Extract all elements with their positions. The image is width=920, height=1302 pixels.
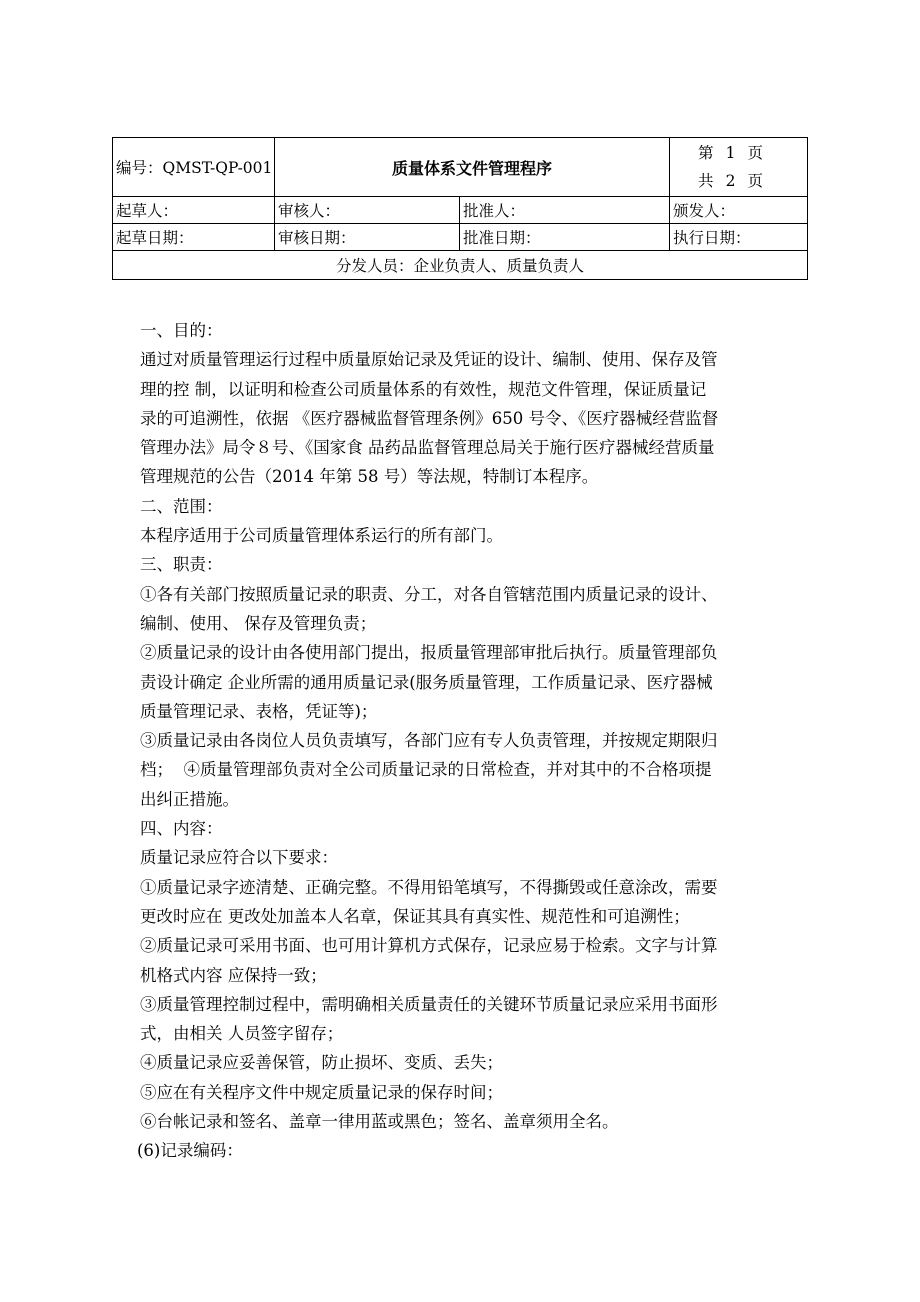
paragraph-line: 出纠正措施。 (140, 789, 239, 809)
section-content-title: 四、内容： (140, 819, 223, 839)
distribution-cell: 分发人员：企业负责人、质量负责人 (113, 251, 808, 280)
paragraph-line: ③质量管理控制过程中，需明确相关质量责任的关键环节质量记录应采用书面形 (140, 994, 718, 1014)
paragraph-line: 本程序适用于公司质量管理体系运行的所有部门。 (140, 526, 503, 546)
document-title: 质量体系文件管理程序 (275, 138, 670, 197)
paragraph-line: ⑥台帐记录和签名、盖章一律用蓝或黑色；签名、盖章须用全名。 (140, 1112, 619, 1132)
document-code: 编号：QMST-QP-001 (113, 138, 275, 197)
paragraph-line: 机格式内容 应保持一致； (140, 965, 327, 985)
document-body (137, 316, 790, 1166)
approve-date-cell: 批准日期： (460, 224, 670, 251)
paragraph-line: 质量管理记录、表格，凭证等)； (140, 701, 378, 721)
paragraph-line: ②质量记录可采用书面、也可用计算机方式保存，记录应易于检索。文字与计算 (140, 936, 718, 956)
total-number: 2 (725, 172, 736, 190)
total-pages (698, 167, 804, 195)
paragraph-line: 式，由相关 人员签字留存； (140, 1024, 344, 1044)
approver-cell: 批准人： (460, 197, 670, 224)
total-suffix: 页 (747, 172, 764, 190)
page-prefix: 第 (698, 144, 714, 162)
exec-date-cell: 执行日期： (670, 224, 808, 251)
issuer-cell: 颁发人： (670, 197, 808, 224)
paragraph-line: 录的可追溯性，依据 《医疗器械监督管理条例》650 号令、《医疗器械经营监督 (140, 408, 719, 428)
paragraph-line: 理的控 制，以证明和检查公司质量体系的有效性，规范文件管理，保证质量记 (140, 379, 707, 399)
document-header-table (112, 137, 808, 280)
page-number: 1 (725, 144, 736, 162)
paragraph-line: 更改时应在 更改处加盖本人名章，保证其具有真实性、规范性和可追溯性； (140, 906, 690, 926)
total-prefix: 共 (698, 172, 714, 190)
paragraph-line: 管理规范的公告（2014 年第 58 号）等法规，特制订本程序。 (140, 467, 599, 487)
reviewer-cell: 审核人： (275, 197, 460, 224)
paragraph-line: ③质量记录由各岗位人员负责填写，各部门应有专人负责管理，并按规定期限归 (140, 731, 718, 751)
page-counter (670, 138, 808, 197)
paragraph-line: 通过对质量管理运行过程中质量原始记录及凭证的设计、编制、使用、保存及管 (140, 350, 718, 370)
paragraph-line: 管理办法》局令８号、《国家食 品药品监督管理总局关于施行医疗器械经营质量 (140, 438, 715, 458)
paragraph-line: ⑤应在有关程序文件中规定质量记录的保存时间； (140, 1082, 503, 1102)
draft-date-cell: 起草日期： (113, 224, 275, 251)
section-purpose-title: 一、目的： (140, 321, 223, 340)
drafter-cell: 起草人： (113, 197, 275, 224)
paragraph-line: (6)记录编码： (137, 1141, 243, 1161)
section-scope-title: 二、范围： (140, 496, 223, 516)
paragraph-line: 编制、使用、 保存及管理负责； (140, 613, 377, 633)
paragraph-line: 责设计确定 企业所需的通用质量记录(服务质量管理，工作质量记录、医疗器械 (140, 672, 713, 692)
section-duties-title: 三、职责： (140, 555, 223, 575)
paragraph-line: ①质量记录字迹清楚、正确完整。不得用铅笔填写，不得撕毁或任意涂改，需要 (140, 877, 718, 897)
review-date-cell: 审核日期： (275, 224, 460, 251)
paragraph-line: ②质量记录的设计由各使用部门提出，报质量管理部审批后执行。质量管理部负 (140, 643, 718, 663)
paragraph-line: ①各有关部门按照质量记录的职责、分工，对各自管辖范围内质量记录的设计、 (140, 584, 718, 604)
page-suffix: 页 (747, 144, 764, 162)
paragraph-line: 质量记录应符合以下要求： (140, 848, 338, 868)
paragraph-line: 档； ④质量管理部负责对全公司质量记录的日常检查，并对其中的不合格项提 (140, 760, 712, 780)
current-page (698, 139, 804, 167)
paragraph-line: ④质量记录应妥善保管，防止损坏、变质、丢失； (140, 1053, 503, 1073)
